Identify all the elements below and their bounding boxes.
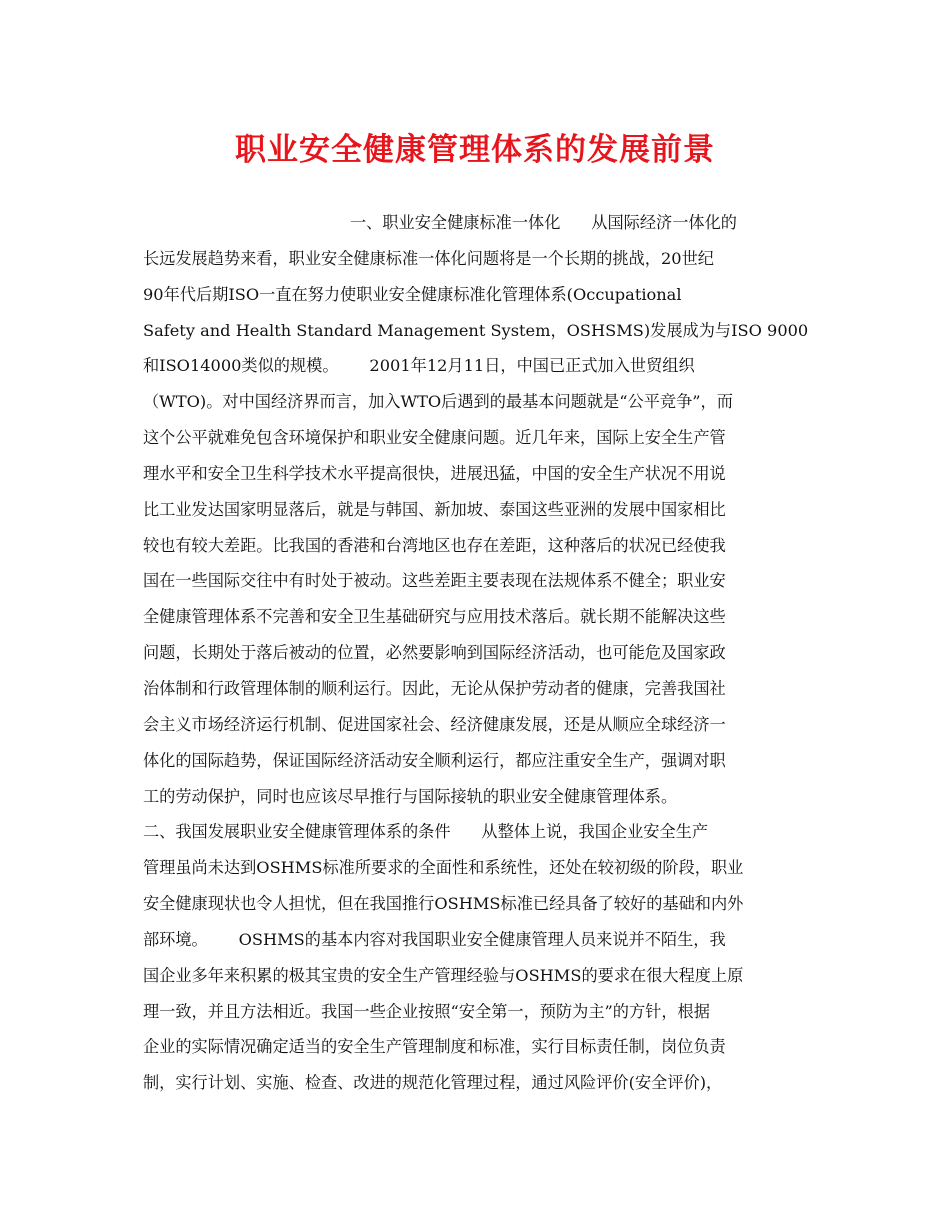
- body-line: 一、职业安全健康标准一体化 从国际经济一体化的: [350, 213, 737, 232]
- body-line: 理一致，并且方法相近。我国一些企业按照“安全第一，预防为主”的方针，根据: [143, 1001, 710, 1021]
- body-line: 管理虽尚未达到OSHMS标准所要求的全面性和系统性，还处在较初级的阶段，职业: [143, 858, 744, 878]
- body-line: 比工业发达国家明显落后，就是与韩国、新加坡、泰国这些亚洲的发展中国家相比: [143, 499, 726, 519]
- body-line: 制，实行计划、实施、检查、改进的规范化管理过程，通过风险评价(安全评价)，: [143, 1073, 723, 1093]
- body-line: 国在一些国际交往中有时处于被动。这些差距主要表现在法规体系不健全；职业安: [143, 571, 726, 591]
- body-line: 部环境。 OSHMS的基本内容对我国职业安全健康管理人员来说并不陌生，我: [143, 929, 726, 949]
- body-line: Safety and Health Standard Management System，OSHSMS)发展成为与ISO 9000: [143, 320, 809, 340]
- body-line: 会主义市场经济运行机制、促进国家社会、经济健康发展，还是从顺应全球经济一: [143, 714, 726, 734]
- body-line: 治体制和行政管理体制的顺利运行。因此，无论从保护劳动者的健康，完善我国社: [143, 678, 726, 698]
- body-line: 长远发展趋势来看，职业安全健康标准一体化问题将是一个长期的挑战，20世纪: [143, 248, 714, 268]
- body-line: 体化的国际趋势，保证国际经济活动安全顺利运行，都应注重安全生产，强调对职: [143, 750, 726, 770]
- body-line: 和ISO14000类似的规模。 2001年12月11日，中国已正式加入世贸组织: [143, 356, 695, 376]
- body-line: 较也有较大差距。比我国的香港和台湾地区也存在差距，这种落后的状况已经使我: [143, 535, 726, 555]
- body-line: 全健康管理体系不完善和安全卫生基础研究与应用技术落后。就长期不能解决这些: [143, 607, 726, 627]
- body-line: 国企业多年来积累的极其宝贵的安全生产管理经验与OSHMS的要求在很大程度上原: [143, 965, 744, 985]
- body-line: （WTO)。对中国经济界而言，加入WTO后遇到的最基本问题就是“公平竞争”，而: [143, 392, 733, 412]
- body-line: 企业的实际情况确定适当的安全生产管理制度和标准，实行目标责任制，岗位负责: [143, 1037, 726, 1057]
- document-title: 职业安全健康管理体系的发展前景: [235, 132, 715, 168]
- body-line: 工的劳动保护，同时也应该尽早推行与国际接轨的职业安全健康管理体系。: [143, 786, 678, 806]
- body-line: 问题，长期处于落后被动的位置，必然要影响到国际经济活动，也可能危及国家政: [143, 643, 726, 663]
- body-line: 这个公平就难免包含环境保护和职业安全健康问题。近几年来，国际上安全生产管: [143, 428, 726, 448]
- body-line: 安全健康现状也令人担忧，但在我国推行OSHMS标准已经具备了较好的基础和内外: [143, 894, 744, 914]
- body-line: 二、我国发展职业安全健康管理体系的条件 从整体上说，我国企业安全生产: [143, 822, 709, 842]
- document-body: [143, 205, 811, 1101]
- body-line: 理水平和安全卫生科学技术水平提高很快，进展迅猛，中国的安全生产状况不用说: [143, 463, 726, 483]
- body-line: 90年代后期ISO一直在努力使职业安全健康标准化管理体系(Occupational: [143, 284, 682, 304]
